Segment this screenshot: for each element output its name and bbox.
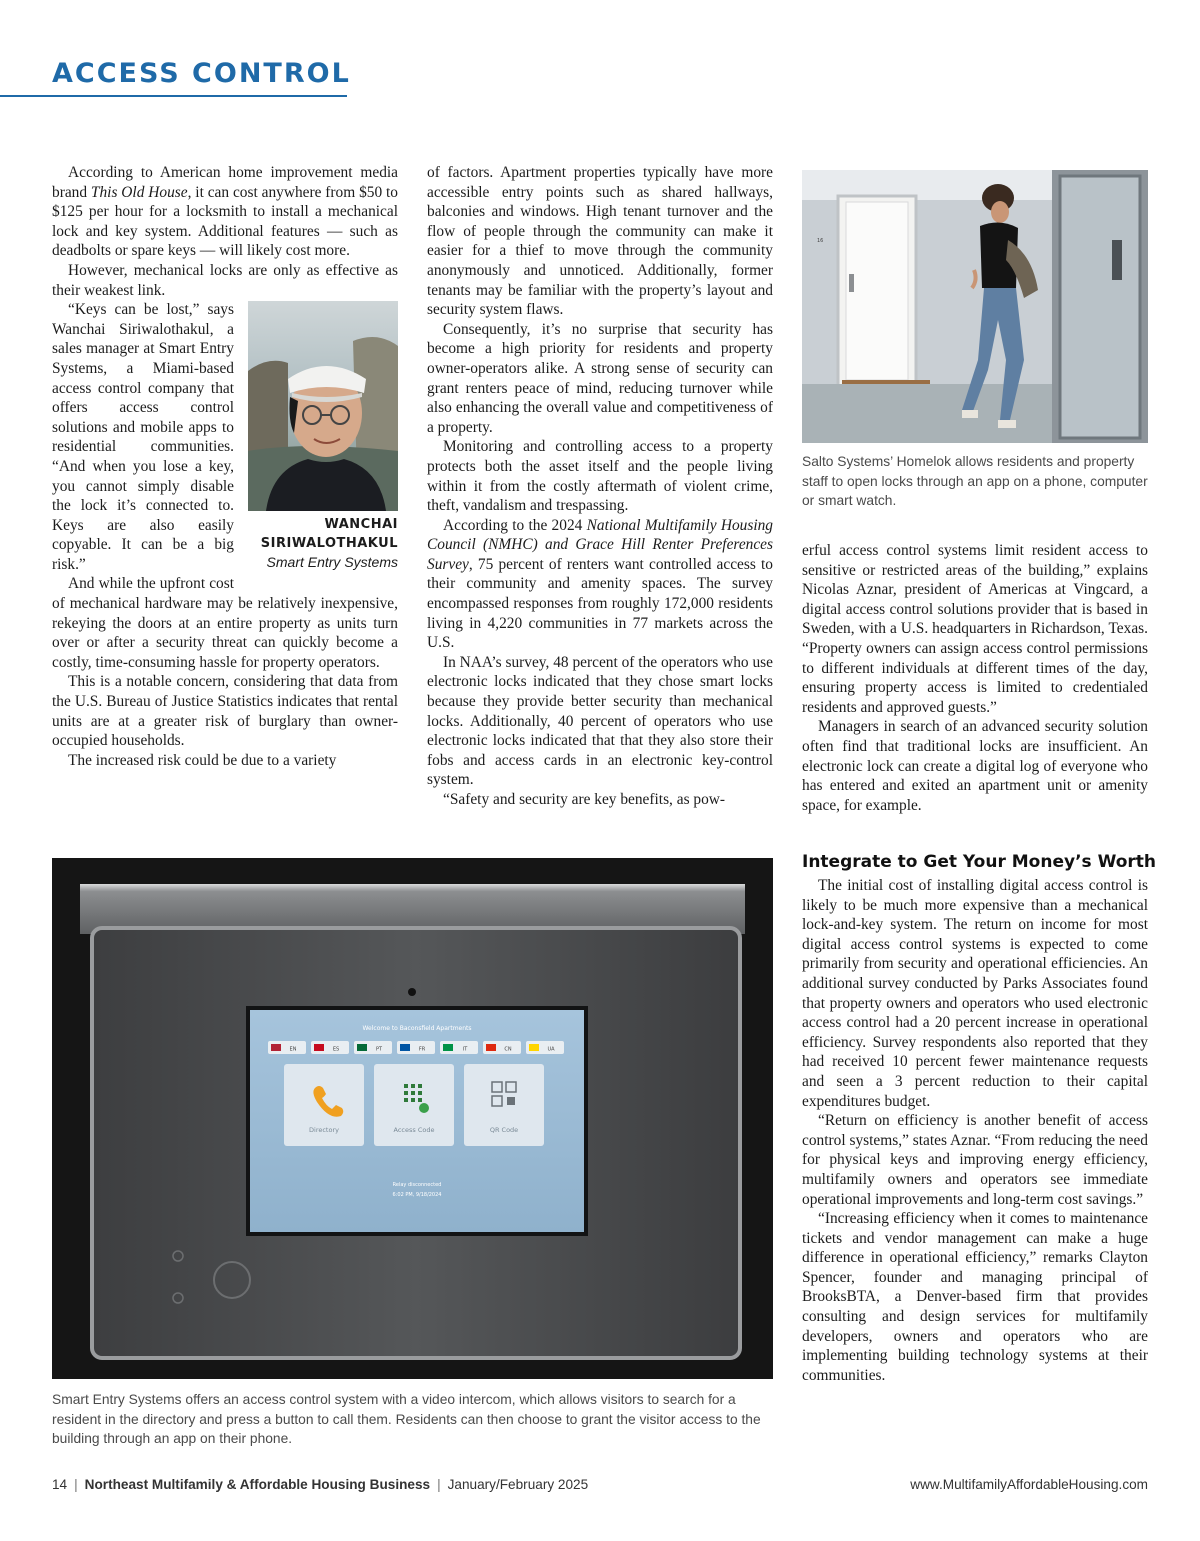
paragraph: And while the upfront cost of mechanical hardware may be relatively inexpensive, rekeying the doors at an entire property as units turn over or after a security threat can quickly become a costly, time-consuming hassle for property operators. <box>52 575 398 671</box>
flag-icon <box>443 1044 453 1051</box>
tile-label: Directory <box>309 1126 339 1134</box>
paragraph: of factors. Apartment properties typically have more accessible entry points such as shared hallways, balconies and windows. High tenant turnover and the flow of people through the community can make it easier for a thief to move through the community anonymously and unnoticed. Additionally, former tenants may be familiar with the property’s layout and security system flaws. <box>427 164 773 319</box>
language-code: IT <box>462 1046 468 1053</box>
paragraph: In NAA’s survey, 48 percent of the operators who use electronic locks indicated that they chose smart locks because they provide better security than mechanical locks. Additionally, 40 percent of operators who use electronic locks indicated that that they also store their fobs and access cards in an electronic key-control system. <box>427 653 773 789</box>
flag-icon <box>357 1044 367 1051</box>
paragraph: However, mechanical locks are only as effective as their weakest link. <box>52 261 398 299</box>
publication-name: Northeast Multifamily & Affordable Housing Business <box>84 1477 431 1492</box>
door-number: 16 <box>817 238 824 244</box>
paragraph: According to the 2024 National Multifamily Housing Council (NMHC) and Grace Hill Renter Preferences Survey, 75 percent of renters want controlled access to their community and amenity spaces. The survey encompassed responses from roughly 172,000 residents living in 4,220 communities in 77 markets across the U.S. <box>427 516 774 652</box>
screen-tile-access-code[interactable] <box>374 1064 454 1146</box>
intercom-caption: Smart Entry Systems offers an access control system with a video intercom, which allows visitors to search for a resident in the directory and press a button to call them. Residents can then choose to grant the visitor access to the building through an app on their phone. <box>52 1392 761 1447</box>
footer-url: www.MultifamilyAffordableHousing.com <box>910 1477 1148 1492</box>
portrait-name-line2: SIRIWALOTHAKUL <box>260 536 398 552</box>
hallway-caption: Salto Systems’ Homelok allows residents and property staff to open locks through an app on a phone, computer or smart watch. <box>802 454 1148 509</box>
paragraph: The initial cost of installing digital access control is likely to be much more expensive than a mechanical lock-and-key system. The return on income for most digital access control systems is expected to come primarily from security and operational efficiencies. An additional survey conducted by Parks Associates found that property owners and operators who used electronic access control had a 20 percent increase in operational efficiency. Survey respondents also reported that they had received 10 percent fewer maintenance requests and seen a 3 percent reduction to their capital expenditures budget. <box>802 877 1148 1110</box>
tile-label: Access Code <box>393 1126 435 1134</box>
footer-left: 14 | Northeast Multifamily & Affordable Housing Business | January/February 2025 <box>52 1477 589 1492</box>
flag-icon <box>486 1044 496 1051</box>
issue-date: January/February 2025 <box>447 1477 589 1492</box>
language-chip-it[interactable] <box>440 1041 478 1054</box>
paragraph: According to American home improvement media brand This Old House, it can cost anywhere from $50 to $125 per hour for a locksmith to install a mechanical lock and key system. Additional features — such as deadbolts or spare keys — will likely cost more. <box>52 164 399 260</box>
section-subhead: Integrate to Get Your Money’s Worth <box>802 852 1157 872</box>
paragraph: “Return on efficiency is another benefit of access control systems,” states Aznar. “From reducing the need for physical keys and improving energy efficiency, multifamily owners and operators see immediate operational improvements and long-term cost savings.” <box>802 1112 1148 1208</box>
article-column-1 <box>52 163 398 770</box>
page-number: 14 <box>52 1477 68 1492</box>
language-chip-ua[interactable] <box>526 1041 564 1054</box>
section-rule <box>0 95 347 97</box>
language-chip-es[interactable] <box>311 1041 349 1054</box>
section-title: ACCESS CONTROL <box>52 58 351 89</box>
language-chip-fr[interactable] <box>397 1041 435 1054</box>
article-column-3 <box>802 541 1148 815</box>
flag-icon <box>529 1044 539 1051</box>
article-column-2 <box>427 163 773 810</box>
flag-icon <box>271 1044 281 1051</box>
paragraph: The increased risk could be due to a variety <box>68 751 337 769</box>
language-code: PT <box>375 1046 383 1053</box>
language-code: EN <box>289 1046 297 1053</box>
paragraph: Monitoring and controlling access to a property protects both the asset itself and the people living within it from the costly aftermath of violent crime, theft, vandalism and trespassing. <box>427 438 773 515</box>
portrait-name-line1: WANCHAI <box>324 517 398 533</box>
portrait-company: Smart Entry Systems <box>266 554 398 571</box>
language-code: FR <box>418 1046 426 1053</box>
paragraph: Consequently, it’s no surprise that security has become a high priority for residents and property owner-operators alike. A strong sense of security can grant renters peace of mind, reducing turnover while also enhancing the overall value and competitiveness of a property. <box>427 320 773 436</box>
tile-label: QR Code <box>489 1126 519 1134</box>
paragraph: “Safety and security are key benefits, as pow- <box>443 791 726 808</box>
screen-welcome: Welcome to Baconsfield Apartments <box>362 1025 472 1032</box>
portrait-figure <box>248 301 398 572</box>
screen-status-line2: 6:02 PM, 9/18/2024 <box>392 1192 442 1198</box>
language-chip-en[interactable] <box>268 1041 306 1054</box>
paragraph: erful access control systems limit resident access to sensitive or restricted areas of the building,” explains Nicolas Aznar, president of Americas at Vingcard, a digital access control solutions provider that is based in Sweden, with a U.S. headquarters in Richardson, Texas. “Property owners can assign access control permissions to different individuals at different times of the day, ensuring property access is limited to credentialed residents and approved guests.” <box>802 542 1148 716</box>
paragraph: Managers in search of an advanced security solution often find that traditional locks are insufficient. An electronic lock can create a digital log of everyone who has entered and exited an apartment unit or amenity space, for example. <box>802 718 1148 814</box>
language-code: CN <box>504 1046 512 1053</box>
flag-icon <box>314 1044 324 1051</box>
paragraph: This is a notable concern, considering that data from the U.S. Bureau of Justice Statistics indicates that rental units are at a greater risk of burglary than owner-occupied households. <box>52 673 398 750</box>
language-code: ES <box>332 1046 340 1053</box>
language-code: UA <box>547 1046 555 1053</box>
screen-tile-qr-code[interactable] <box>464 1064 544 1146</box>
paragraph: “Increasing efficiency when it comes to maintenance tickets and vendor management can make a huge difference in operational efficiency,” remarks Clayton Spencer, founder and managing principal of BrooksBTA, a Denver-based firm that provides consulting and design services for multifamily developers, owners and operators who are implementing building technology systems at their communities. <box>802 1210 1148 1384</box>
language-chip-pt[interactable] <box>354 1041 392 1054</box>
paragraph: “Keys can be lost,” says Wanchai Siriwalothakul, a sales manager at Smart Entry Systems, a Miami-based access control company that offers access control solutions and mobile apps to residential communities. “And when you lose a key, you cannot simply disable the lock it’s connected to. Keys are also easily copyable. It can be a big risk.” <box>52 301 234 573</box>
flag-icon <box>400 1044 410 1051</box>
article-column-3-lower <box>802 876 1148 1385</box>
hallway-photo <box>802 170 1148 443</box>
intercom-photo <box>52 858 773 1379</box>
portrait-photo <box>248 301 398 511</box>
language-chip-cn[interactable] <box>483 1041 521 1054</box>
screen-tile-directory[interactable] <box>284 1064 364 1146</box>
screen-status-line1: Relay disconnected <box>392 1182 442 1188</box>
